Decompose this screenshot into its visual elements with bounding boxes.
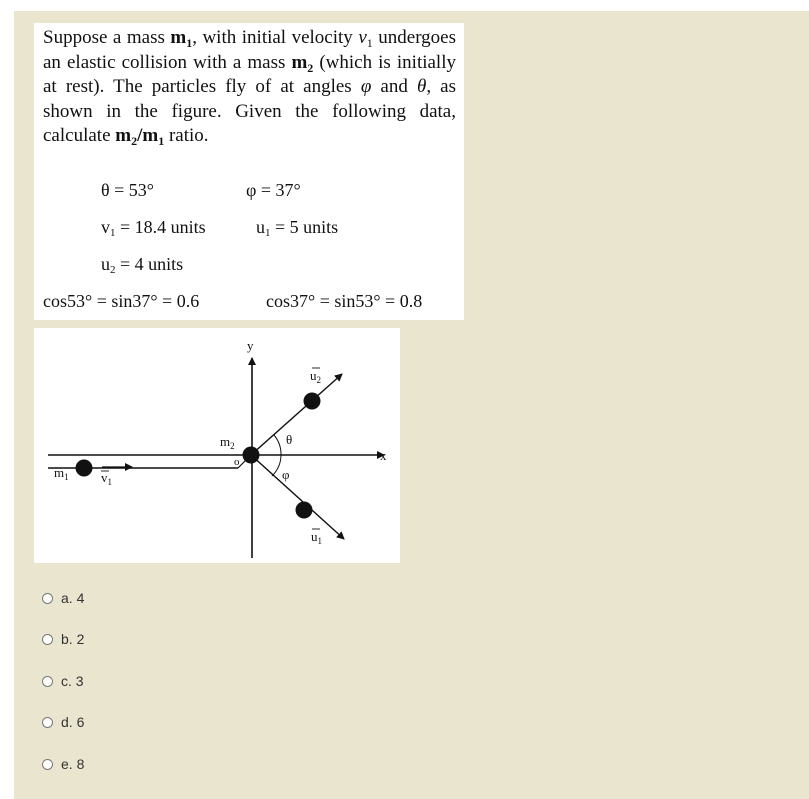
origin-label: o (234, 456, 240, 468)
radio-icon[interactable] (42, 676, 53, 687)
m2-label: $m_2$ (220, 434, 235, 451)
phi-label: φ (282, 467, 290, 482)
given-trig-1: cos53° = sin37° = 0.6 (43, 291, 200, 311)
y-axis-label: y (247, 338, 254, 353)
theta-arc (274, 435, 281, 455)
radio-icon[interactable] (42, 717, 53, 728)
collision-figure (34, 328, 400, 563)
u1-path (251, 455, 344, 539)
given-u1: $u_1 = 5$ units (256, 217, 339, 239)
u2-label: $u_2$ (310, 368, 321, 385)
radio-icon[interactable] (42, 593, 53, 604)
m2-after (304, 393, 321, 410)
collision-diagram (34, 328, 400, 563)
question-box (34, 23, 464, 320)
x-axis-label: x (380, 448, 387, 463)
phi-arc (272, 455, 281, 476)
given-v1: $v_1 = 18.4$ units (101, 217, 206, 239)
option-e[interactable]: e. 8 (42, 755, 84, 773)
m1-after (296, 502, 313, 519)
option-b[interactable]: b. 2 (42, 630, 84, 648)
theta-label: θ (286, 432, 293, 447)
given-phi: φ = 37° (246, 180, 301, 200)
given-trig-2: cos37° = sin53° = 0.8 (266, 291, 423, 311)
radio-icon[interactable] (42, 634, 53, 645)
option-c[interactable]: c. 3 (42, 672, 84, 690)
radio-icon[interactable] (42, 759, 53, 770)
mass-m1 (76, 460, 93, 477)
given-theta: θ = 53° (101, 180, 154, 200)
v1-label: $v_1$ (101, 470, 112, 487)
u2-path (251, 374, 342, 455)
given-u2: $u_2 = 4$ units (101, 254, 184, 276)
option-d[interactable]: d. 6 (42, 713, 84, 731)
m1-label: $m_1$ (54, 465, 69, 482)
u1-label: $u_1$ (311, 529, 322, 546)
question-text: Suppose a mass $m_1$, with initial velocity $v_1$ undergoes an elastic collision with a mass $m_2$ (which is initially at rest). The particles fly of at angles φ and θ, as shown in the figure. Given the following data, calculate $m_2/m_1$ ratio. (43, 27, 457, 148)
option-a[interactable]: a. 4 (42, 589, 84, 607)
